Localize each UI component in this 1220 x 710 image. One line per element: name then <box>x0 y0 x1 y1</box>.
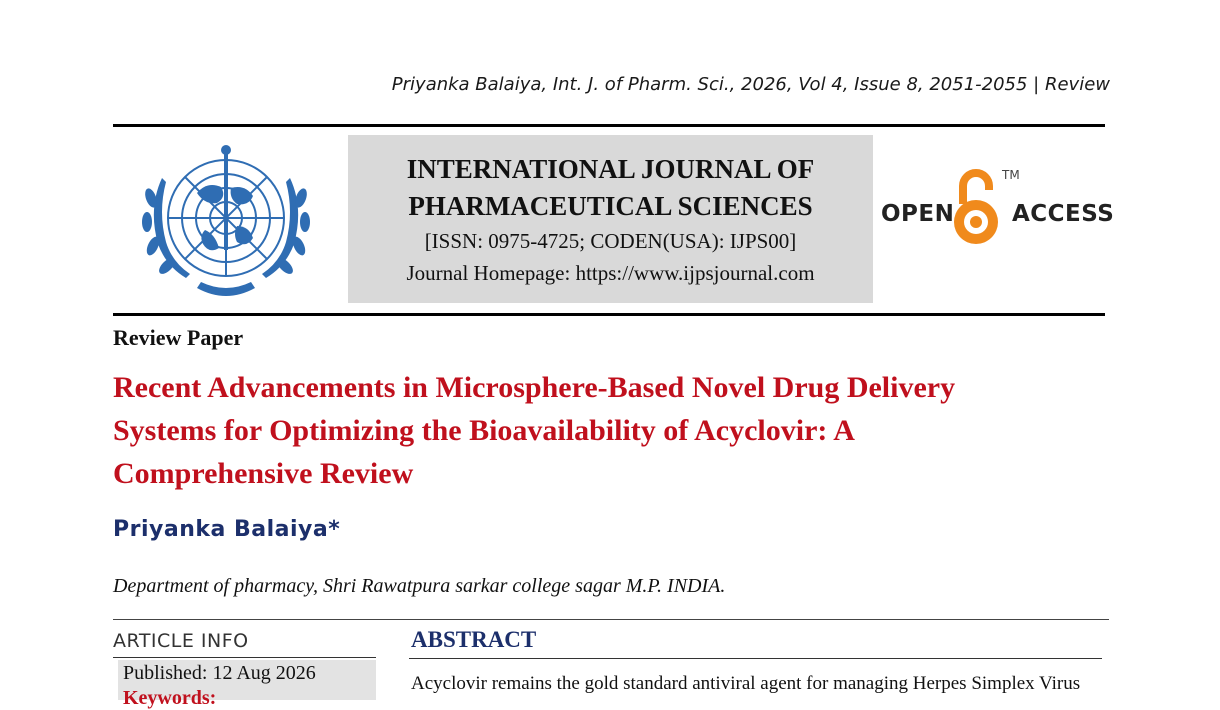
open-access-open-text: OPEN <box>881 201 955 227</box>
running-header: Priyanka Balaiya, Int. J. of Pharm. Sci., 2026, Vol 4, Issue 8, 2051-2055 | Review <box>391 74 1110 95</box>
author-affiliation: Department of pharmacy, Shri Rawatpura sarkar college sagar M.P. INDIA. <box>113 575 726 597</box>
abstract-heading: ABSTRACT <box>411 627 537 652</box>
open-lock-icon <box>954 166 998 250</box>
journal-title <box>348 151 873 225</box>
article-info-heading: ARTICLE INFO <box>113 630 249 652</box>
section-divider <box>113 619 1109 620</box>
article-title <box>113 366 1073 495</box>
abstract-text: Acyclovir remains the gold standard antiviral agent for managing Herpes Simplex Virus <box>411 673 1081 694</box>
un-emblem-logo <box>127 138 325 306</box>
author-name[interactable]: Priyanka Balaiya* <box>113 517 341 542</box>
keywords-label: Keywords: <box>123 687 217 709</box>
abstract-rule <box>409 658 1102 659</box>
article-title-line-1: Recent Advancements in Microsphere-Based Novel Drug Delivery <box>113 371 956 404</box>
article-title-line-3: Comprehensive Review <box>113 457 414 490</box>
header-rule-top <box>113 124 1105 127</box>
journal-issn: [ISSN: 0975-4725; CODEN(USA): IJPS00] <box>424 229 797 253</box>
article-info-box <box>118 660 376 709</box>
header-rule-bottom <box>113 313 1105 316</box>
journal-title-line-2: PHARMACEUTICAL SCIENCES <box>408 191 813 221</box>
journal-masthead <box>348 135 873 303</box>
open-access-logo <box>878 162 1115 252</box>
article-info-rule <box>113 657 376 658</box>
trademark-mark: TM <box>1002 168 1020 182</box>
journal-title-line-1: INTERNATIONAL JOURNAL OF <box>406 154 815 184</box>
open-access-access-text: ACCESS <box>1012 201 1115 227</box>
published-date: Published: 12 Aug 2026 <box>123 662 316 684</box>
article-title-line-2: Systems for Optimizing the Bioavailability of Acyclovir: A <box>113 414 855 447</box>
journal-homepage[interactable]: Journal Homepage: https://www.ijpsjournal.com <box>406 261 815 285</box>
article-type-label: Review Paper <box>113 325 244 350</box>
